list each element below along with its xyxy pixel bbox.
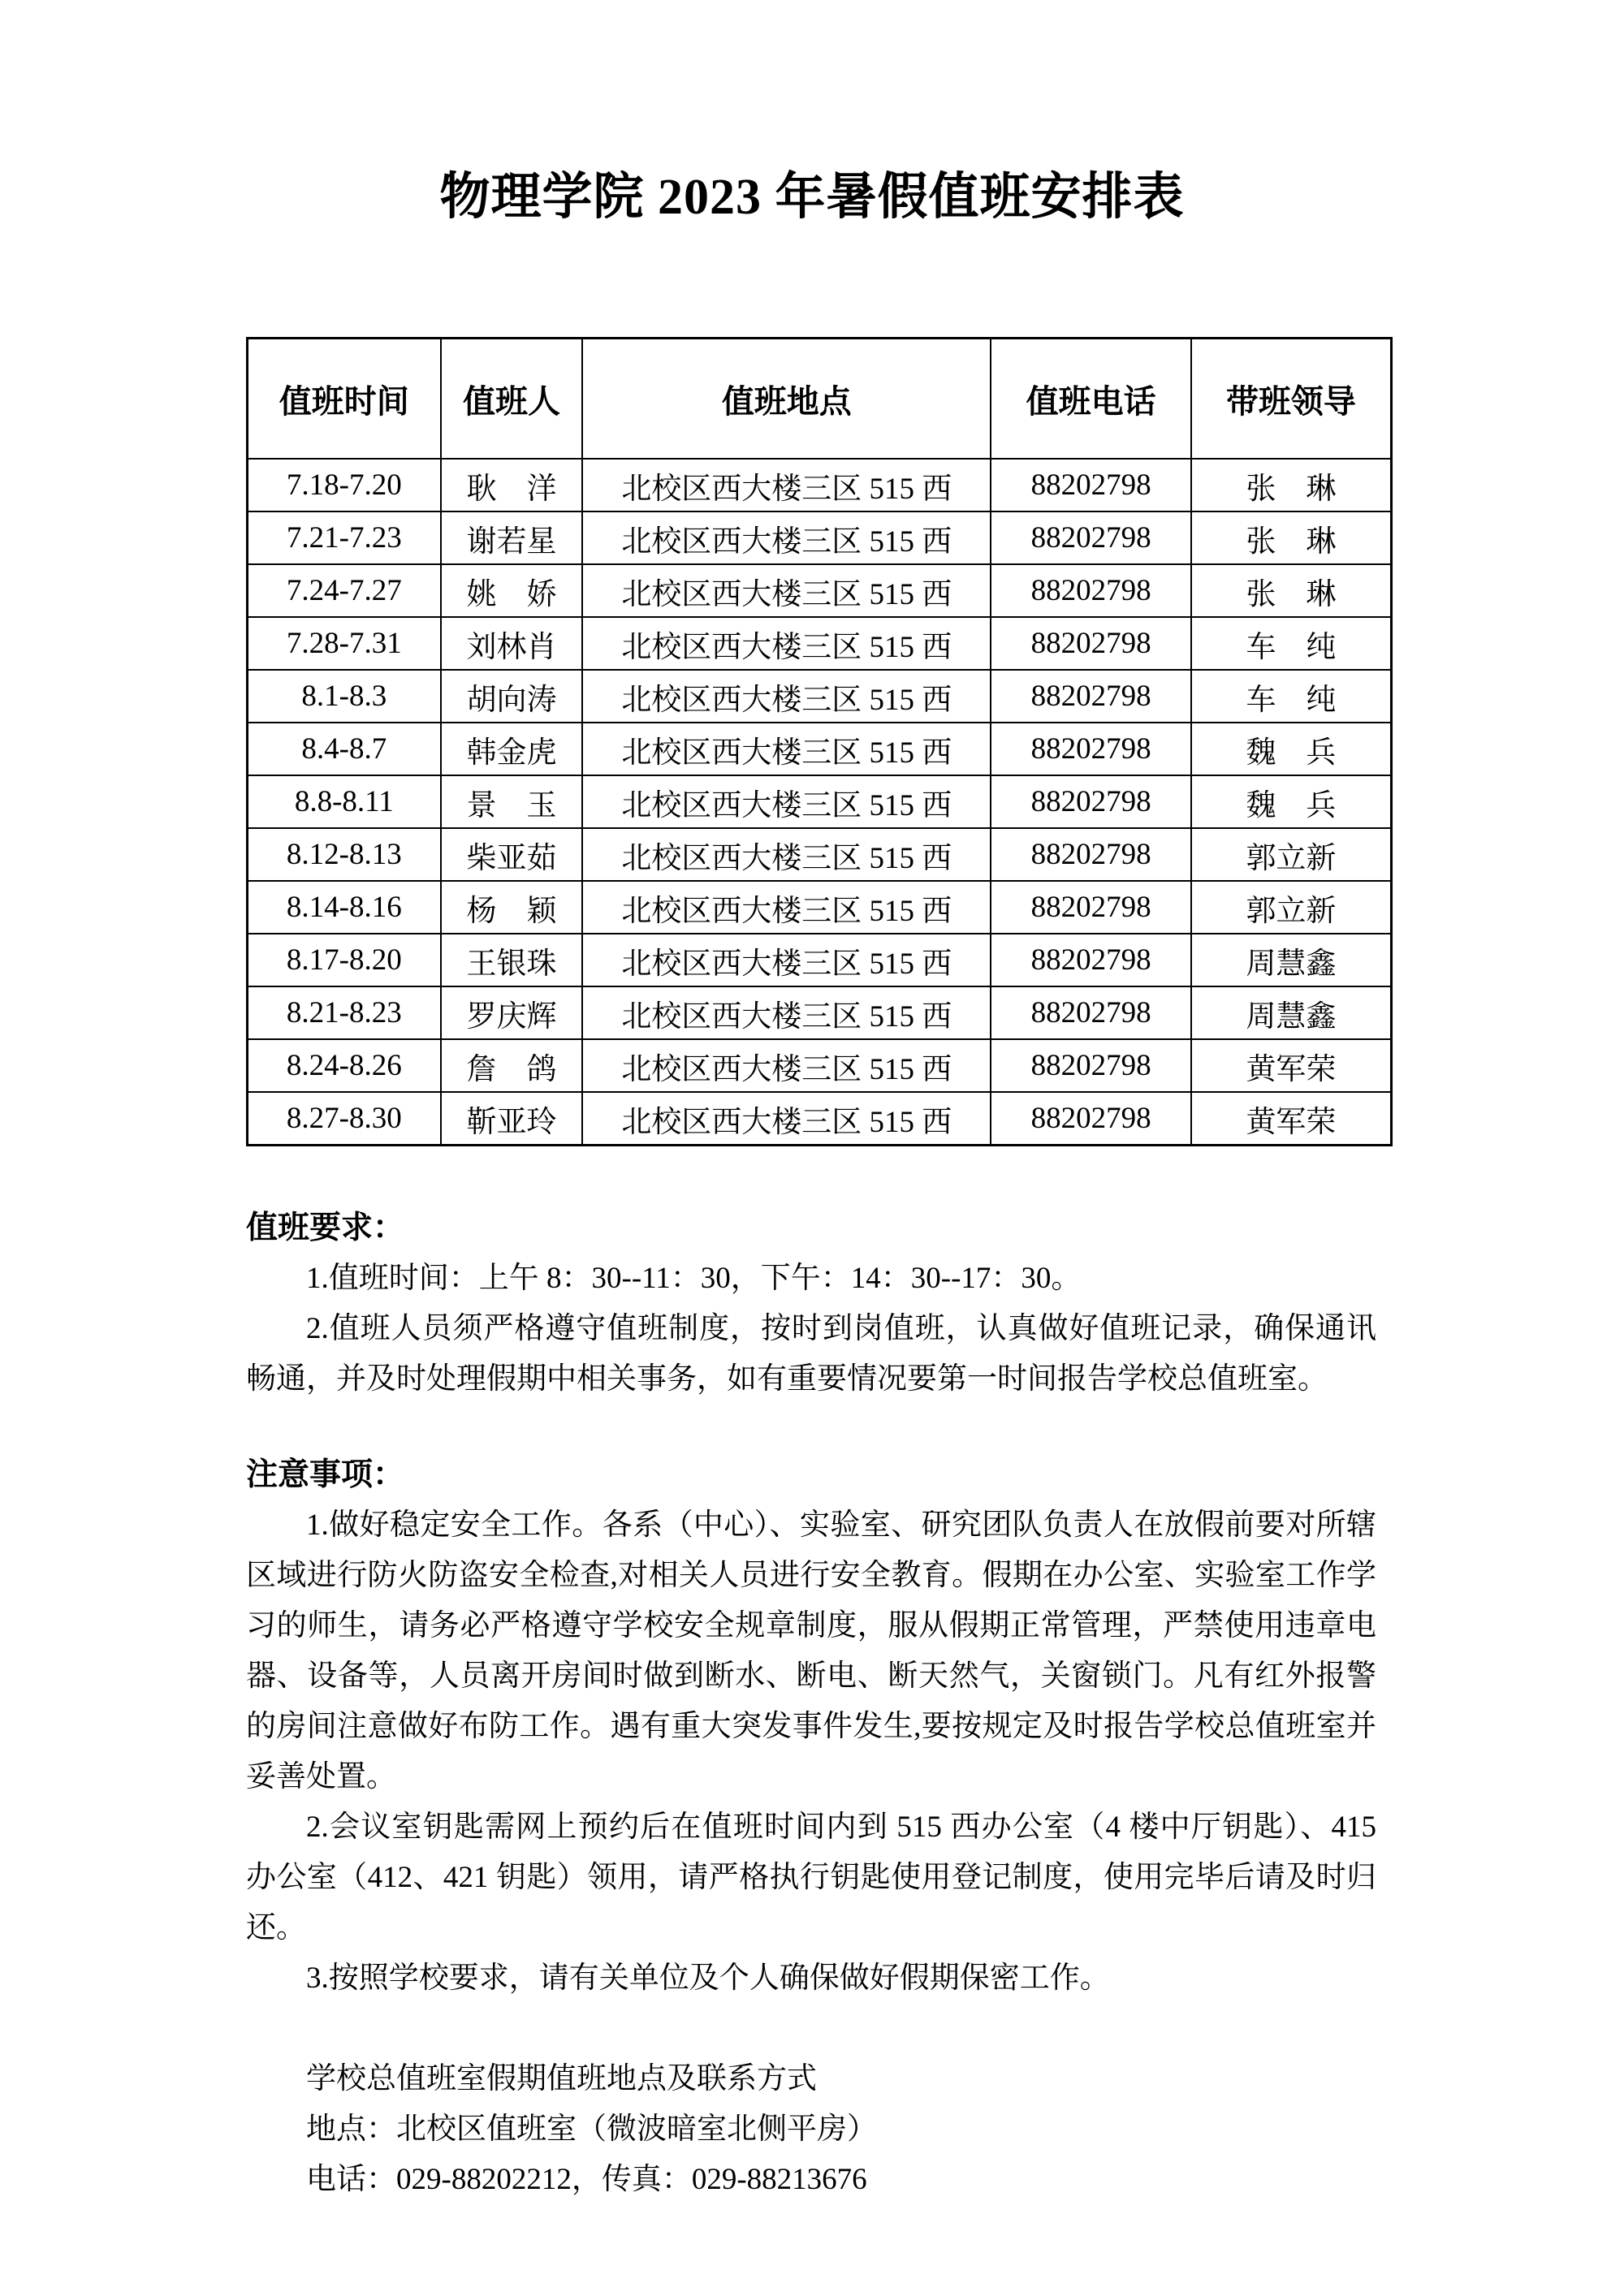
table-row	[248, 986, 1392, 1039]
table-row	[248, 1092, 1392, 1146]
table-cell: 北校区西大楼三区 515 西	[582, 775, 991, 828]
table-cell: 谢若星	[441, 511, 583, 564]
table-cell: 景 玉	[441, 775, 583, 828]
table-cell: 88202798	[991, 670, 1191, 723]
table-cell: 北校区西大楼三区 515 西	[582, 459, 991, 511]
table-row	[248, 564, 1392, 617]
table-cell: 北校区西大楼三区 515 西	[582, 670, 991, 723]
table-cell: 88202798	[991, 986, 1191, 1039]
table-cell: 柴亚茹	[441, 828, 583, 881]
table-cell: 8.27-8.30	[248, 1092, 441, 1146]
table-cell: 周慧鑫	[1191, 986, 1392, 1039]
header-duty-location: 值班地点	[582, 339, 991, 460]
table-cell: 7.21-7.23	[248, 511, 441, 564]
table-cell: 北校区西大楼三区 515 西	[582, 617, 991, 670]
table-cell: 车 纯	[1191, 670, 1392, 723]
table-cell: 罗庆辉	[441, 986, 583, 1039]
contact-line: 电话：029-88202212，传真：029-88213676	[306, 2163, 867, 2196]
table-cell: 8.24-8.26	[248, 1039, 441, 1092]
table-cell: 8.12-8.13	[248, 828, 441, 881]
table-cell: 88202798	[991, 828, 1191, 881]
table-cell: 王银珠	[441, 934, 583, 986]
table-row	[248, 459, 1392, 511]
table-cell: 7.28-7.31	[248, 617, 441, 670]
table-cell: 魏 兵	[1191, 723, 1392, 775]
table-cell: 8.1-8.3	[248, 670, 441, 723]
table-cell: 88202798	[991, 459, 1191, 511]
table-cell: 张 琳	[1191, 511, 1392, 564]
table-cell: 北校区西大楼三区 515 西	[582, 934, 991, 986]
notes-item: 3.按照学校要求，请有关单位及个人确保做好假期保密工作。	[306, 1962, 1110, 1995]
table-cell: 88202798	[991, 723, 1191, 775]
table-cell: 北校区西大楼三区 515 西	[582, 828, 991, 881]
table-cell: 魏 兵	[1191, 775, 1392, 828]
contact-line: 学校总值班室假期值班地点及联系方式	[306, 2062, 817, 2095]
table-cell: 黄军荣	[1191, 1039, 1392, 1092]
table-cell: 北校区西大楼三区 515 西	[582, 1039, 991, 1092]
table-cell: 8.8-8.11	[248, 775, 441, 828]
table-row	[248, 828, 1392, 881]
table-row	[248, 723, 1392, 775]
table-cell: 北校区西大楼三区 515 西	[582, 723, 991, 775]
table-cell: 靳亚玲	[441, 1092, 583, 1146]
schedule-table-body	[248, 459, 1392, 1146]
contact-line: 地点：北校区值班室（微波暗室北侧平房）	[306, 2113, 877, 2146]
header-duty-phone: 值班电话	[991, 339, 1191, 460]
table-cell: 北校区西大楼三区 515 西	[582, 986, 991, 1039]
table-cell: 88202798	[991, 881, 1191, 934]
table-cell: 耿 洋	[441, 459, 583, 511]
table-row	[248, 670, 1392, 723]
table-cell: 88202798	[991, 775, 1191, 828]
table-cell: 8.21-8.23	[248, 986, 441, 1039]
table-cell: 周慧鑫	[1191, 934, 1392, 986]
table-cell: 郭立新	[1191, 881, 1392, 934]
table-cell: 韩金虎	[441, 723, 583, 775]
table-cell: 北校区西大楼三区 515 西	[582, 511, 991, 564]
notes-heading: 注意事项：	[246, 1457, 405, 1492]
requirements-heading: 值班要求：	[246, 1211, 405, 1245]
header-duty-person: 值班人	[441, 339, 583, 460]
duty-schedule-table	[246, 337, 1393, 1146]
table-row	[248, 775, 1392, 828]
table-cell: 88202798	[991, 617, 1191, 670]
table-cell: 黄军荣	[1191, 1092, 1392, 1146]
table-cell: 杨 颖	[441, 881, 583, 934]
table-cell: 北校区西大楼三区 515 西	[582, 881, 991, 934]
table-cell: 北校区西大楼三区 515 西	[582, 564, 991, 617]
table-cell: 北校区西大楼三区 515 西	[582, 1092, 991, 1146]
table-cell: 车 纯	[1191, 617, 1392, 670]
table-cell: 8.4-8.7	[248, 723, 441, 775]
table-cell: 胡向涛	[441, 670, 583, 723]
header-duty-leader: 带班领导	[1191, 339, 1392, 460]
table-cell: 8.14-8.16	[248, 881, 441, 934]
table-cell: 郭立新	[1191, 828, 1392, 881]
table-header-row	[248, 339, 1392, 460]
table-row	[248, 1039, 1392, 1092]
table-cell: 88202798	[991, 1092, 1191, 1146]
notes-item: 1.做好稳定安全工作。各系（中心）、实验室、研究团队负责人在放假前要对所辖区域进行防火防盗安全检查,对相关人员进行安全教育。假期在办公室、实验室工作学习的师生，请务必严格遵守学校安全规章制度，服从假期正常管理，严禁使用违章电器、设备等，人员离开房间时做到断水、断电、断天然气，关窗锁门。凡有红外报警的房间注意做好布防工作。遇有重大突发事件发生,要按规定及时报告学校总值班室并妥善处置。	[246, 1508, 1376, 1793]
table-cell: 7.24-7.27	[248, 564, 441, 617]
notes-item: 2.会议室钥匙需网上预约后在值班时间内到 515 西办公室（4 楼中厅钥匙）、415 办公室（412、421 钥匙）领用，请严格执行钥匙使用登记制度，使用完毕后请及时归还。	[246, 1810, 1376, 1944]
table-cell: 88202798	[991, 1039, 1191, 1092]
table-cell: 张 琳	[1191, 564, 1392, 617]
page-title: 物理学院 2023 年暑假值班安排表	[439, 170, 1185, 225]
table-row	[248, 511, 1392, 564]
table-row	[248, 934, 1392, 986]
requirements-item: 2.值班人员须严格遵守值班制度，按时到岗值班，认真做好值班记录，确保通讯畅通，并及时处理假期中相关事务，如有重要情况要第一时间报告学校总值班室。	[246, 1312, 1376, 1396]
table-cell: 姚 娇	[441, 564, 583, 617]
table-row	[248, 881, 1392, 934]
table-cell: 88202798	[991, 564, 1191, 617]
header-duty-time: 值班时间	[248, 339, 441, 460]
table-row	[248, 617, 1392, 670]
notes-section	[246, 1450, 1376, 2004]
requirements-section	[246, 1203, 1376, 1405]
contact-section	[246, 2054, 1436, 2205]
table-cell: 詹 鸽	[441, 1039, 583, 1092]
table-cell: 88202798	[991, 511, 1191, 564]
table-cell: 张 琳	[1191, 459, 1392, 511]
table-cell: 88202798	[991, 934, 1191, 986]
table-cell: 7.18-7.20	[248, 459, 441, 511]
requirements-item: 1.值班时间：上午 8：30--11：30，下午：14：30--17：30。	[306, 1262, 1082, 1295]
table-cell: 刘林肖	[441, 617, 583, 670]
table-cell: 8.17-8.20	[248, 934, 441, 986]
